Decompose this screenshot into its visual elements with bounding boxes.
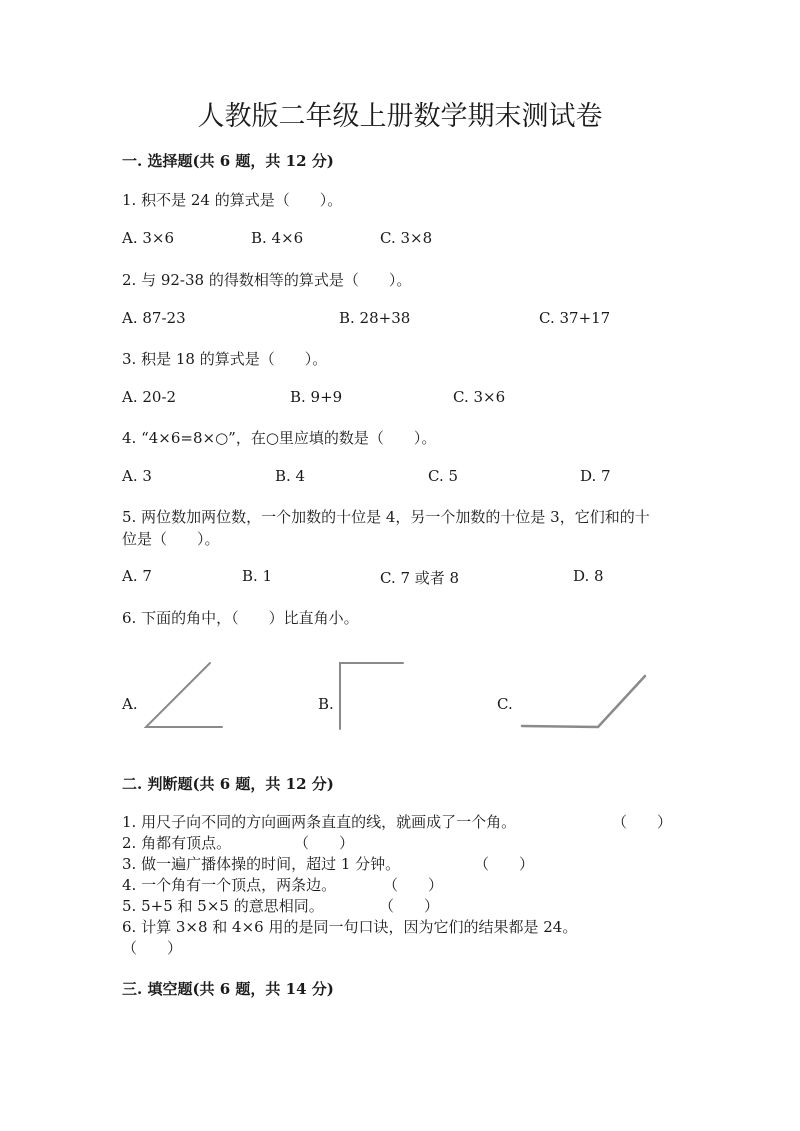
option-a: A. 3	[122, 467, 152, 485]
judge-item-text: 6. 计算 3×8 和 4×6 用的是同一句口诀，因为它们的结果都是 24。	[122, 918, 578, 936]
judge-item-text: 4. 一个角有一个顶点，两条边。	[122, 876, 337, 894]
option-c: C. 3×6	[453, 388, 506, 406]
option-b: B. 4×6	[251, 229, 304, 247]
option-a: A. 87-23	[122, 309, 186, 327]
answer-paren[interactable]: （ ）	[122, 939, 183, 957]
option-a: A.	[122, 695, 138, 713]
section-heading-choice: 一. 选择题(共 6 题，共 12 分)	[122, 152, 334, 170]
option-c: C.	[497, 695, 513, 713]
answer-paren[interactable]: （ ）	[474, 855, 535, 873]
option-c: C. 37+17	[539, 309, 611, 327]
section-heading-judge: 二. 判断题(共 6 题，共 12 分)	[122, 775, 334, 793]
option-d: D. 7	[580, 467, 611, 485]
question-stem: 1. 积不是 24 的算式是（ ）。	[122, 191, 343, 209]
option-b: B. 9+9	[290, 388, 343, 406]
judge-item-text: 2. 角都有顶点。	[122, 834, 232, 852]
option-d: D. 8	[573, 567, 604, 585]
option-c: C. 7 或者 8	[380, 569, 460, 587]
option-b: B.	[318, 695, 334, 713]
question-stem: 3. 积是 18 的算式是（ ）。	[122, 350, 328, 368]
question-stem: 2. 与 92-38 的得数相等的算式是（ ）。	[122, 271, 412, 289]
option-a: A. 20-2	[122, 388, 177, 406]
right-angle-figure	[340, 663, 403, 729]
option-c: C. 5	[428, 467, 459, 485]
option-a: A. 7	[122, 567, 152, 585]
judge-item-text: 1. 用尺子向不同的方向画两条直直的线，就画成了一个角。	[122, 813, 517, 831]
question-stem: 5. 两位数加两位数，一个加数的十位是 4，另一个加数的十位是 3，它们和的十	[122, 508, 650, 526]
option-b: B. 28+38	[339, 309, 411, 327]
obtuse-angle-figure	[522, 676, 645, 727]
section-heading-fill: 三. 填空题(共 6 题，共 14 分)	[122, 980, 334, 998]
answer-paren[interactable]: （ ）	[379, 897, 440, 915]
judge-item-text: 5. 5+5 和 5×5 的意思相同。	[122, 897, 324, 915]
question-stem: 6. 下面的角中，（ ）比直角小。	[122, 609, 359, 627]
judge-item-text: 3. 做一遍广播体操的时间，超过 1 分钟。	[122, 855, 401, 873]
option-b: B. 4	[275, 467, 306, 485]
answer-paren[interactable]: （ ）	[383, 876, 444, 894]
option-a: A. 3×6	[122, 229, 175, 247]
question-stem-continued: 位是（ ）。	[122, 530, 220, 548]
acute-angle-figure	[146, 663, 222, 727]
question-stem: 4. “4×6=8×○”，在○里应填的数是（ ）。	[122, 429, 437, 447]
answer-paren[interactable]: （ ）	[612, 813, 673, 831]
page-title: 人教版二年级上册数学期末测试卷	[197, 101, 603, 132]
option-c: C. 3×8	[380, 229, 433, 247]
option-b: B. 1	[242, 567, 273, 585]
answer-paren[interactable]: （ ）	[294, 834, 355, 852]
